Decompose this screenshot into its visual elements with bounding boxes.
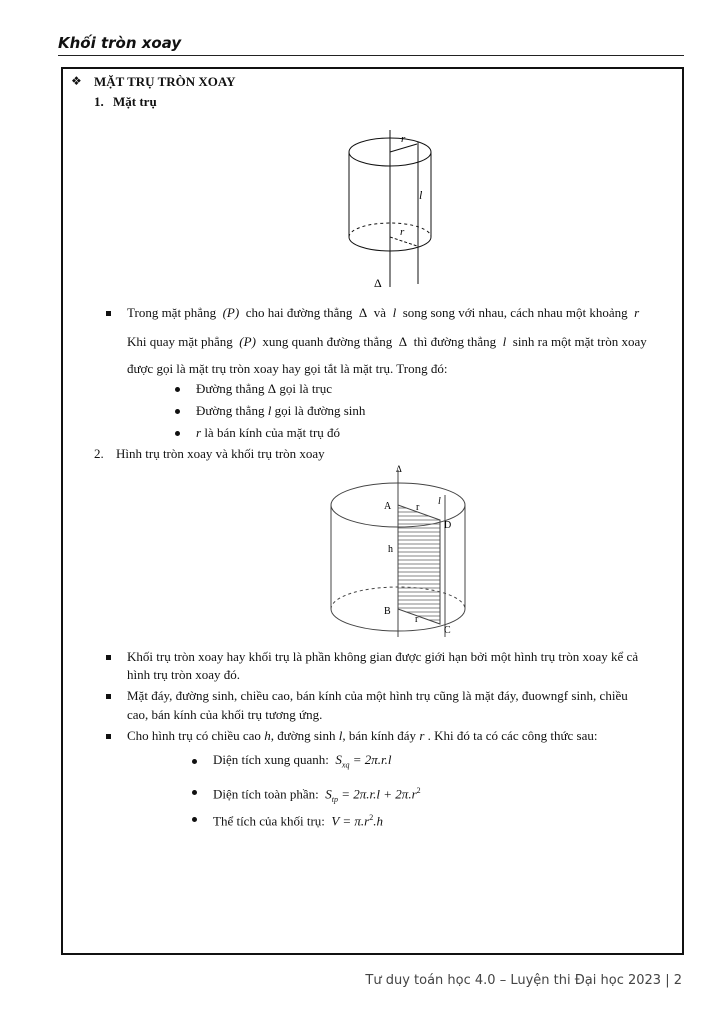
paragraph-2-bullet-1-line-1: Khối trụ tròn xoay hay khối trụ là phần không gian được giới hạn bởi một hình trụ tròn xoay kể cả (127, 649, 639, 664)
header-title: Khối tròn xoay (58, 34, 182, 52)
fig1-label-delta: Δ (374, 276, 382, 290)
paragraph-2-bullet-2-line-2: cao, bán kính của khối trụ tương ứng. (127, 707, 323, 722)
fig2-label-A: A (384, 501, 392, 512)
round-bullet-icon (192, 790, 197, 795)
fig2-label-l: l (438, 496, 441, 507)
paragraph-1-line-1: Trong mặt phẳng (P) cho hai đường thẳng Δ và l song song với nhau, cách nhau một khoảng r (127, 305, 640, 320)
formula-total-area: Diện tích toàn phần: $S_{tp} = 2\pi.r.l + 2\pi.r^2$ (213, 786, 421, 804)
fig1-label-r-top: r (401, 133, 406, 145)
square-bullet-icon (106, 694, 111, 699)
square-bullet-icon (106, 311, 111, 316)
solid-cylinder-figure (320, 462, 470, 644)
fig1-label-r-bottom: r (400, 226, 405, 238)
bullet-radius: r là bán kính của mặt trụ đó (196, 425, 341, 440)
paragraph-2-bullet-1-line-2: hình trụ tròn xoay đó. (127, 667, 241, 682)
formula-volume: Thể tích của khối trụ: $V = \pi.r^2.h$ (213, 813, 383, 829)
paragraph-2-bullet-3: Cho hình trụ có chiều cao h, đường sinh l, bán kính đáy r . Khi đó ta có các công thức sau: (127, 728, 598, 743)
fig2-label-delta: Δ (396, 464, 402, 474)
fig2-label-B: B (384, 606, 391, 617)
round-bullet-icon (175, 431, 180, 436)
fig2-label-r-bottom: r (415, 614, 419, 625)
subsection-title-2: Hình trụ tròn xoay và khối trụ tròn xoay (116, 446, 325, 461)
subsection-title-1: Mặt trụ (113, 94, 157, 109)
subsection-number-1: 1. (94, 94, 104, 109)
fig2-label-C: C (444, 625, 451, 636)
fig2-label-h: h (388, 544, 393, 555)
paragraph-1-line-3: được gọi là mặt trụ tròn xoay hay gọi tắt là mặt trụ. Trong đó: (127, 361, 448, 376)
square-bullet-icon (106, 655, 111, 660)
paragraph-1-line-2: Khi quay mặt phẳng (P) xung quanh đường thẳng Δ thì đường thẳng l sinh ra một mặt tròn xoay (127, 334, 647, 349)
round-bullet-icon (175, 409, 180, 414)
round-bullet-icon (175, 387, 180, 392)
section-heading: MẶT TRỤ TRÒN XOAY (94, 74, 236, 89)
paragraph-2-bullet-2-line-1: Mặt đáy, đường sinh, chiều cao, bán kính của một hình trụ cũng là mặt đáy, đuowngf sinh, chiều (127, 688, 628, 703)
fig2-label-r-top: r (416, 502, 420, 513)
page-footer: Tư duy toán học 4.0 – Luyện thi Đại học 2023 | 2 (365, 973, 682, 988)
square-bullet-icon (106, 734, 111, 739)
bullet-generator: Đường thẳng l gọi là đường sinh (196, 403, 366, 418)
diamond-bullet-icon: ❖ (71, 74, 82, 88)
fig2-label-D: D (444, 520, 452, 531)
fig1-label-l: l (419, 188, 423, 202)
cylinder-figure (330, 122, 450, 294)
subsection-number-2: 2. (94, 446, 104, 461)
header-divider (58, 55, 684, 56)
bullet-axis: Đường thẳng Δ gọi là trục (196, 381, 333, 396)
formula-lateral-area: Diện tích xung quanh: $S_{xq} = 2\pi.r.l$ (213, 752, 392, 770)
round-bullet-icon (192, 817, 197, 822)
round-bullet-icon (192, 759, 197, 764)
